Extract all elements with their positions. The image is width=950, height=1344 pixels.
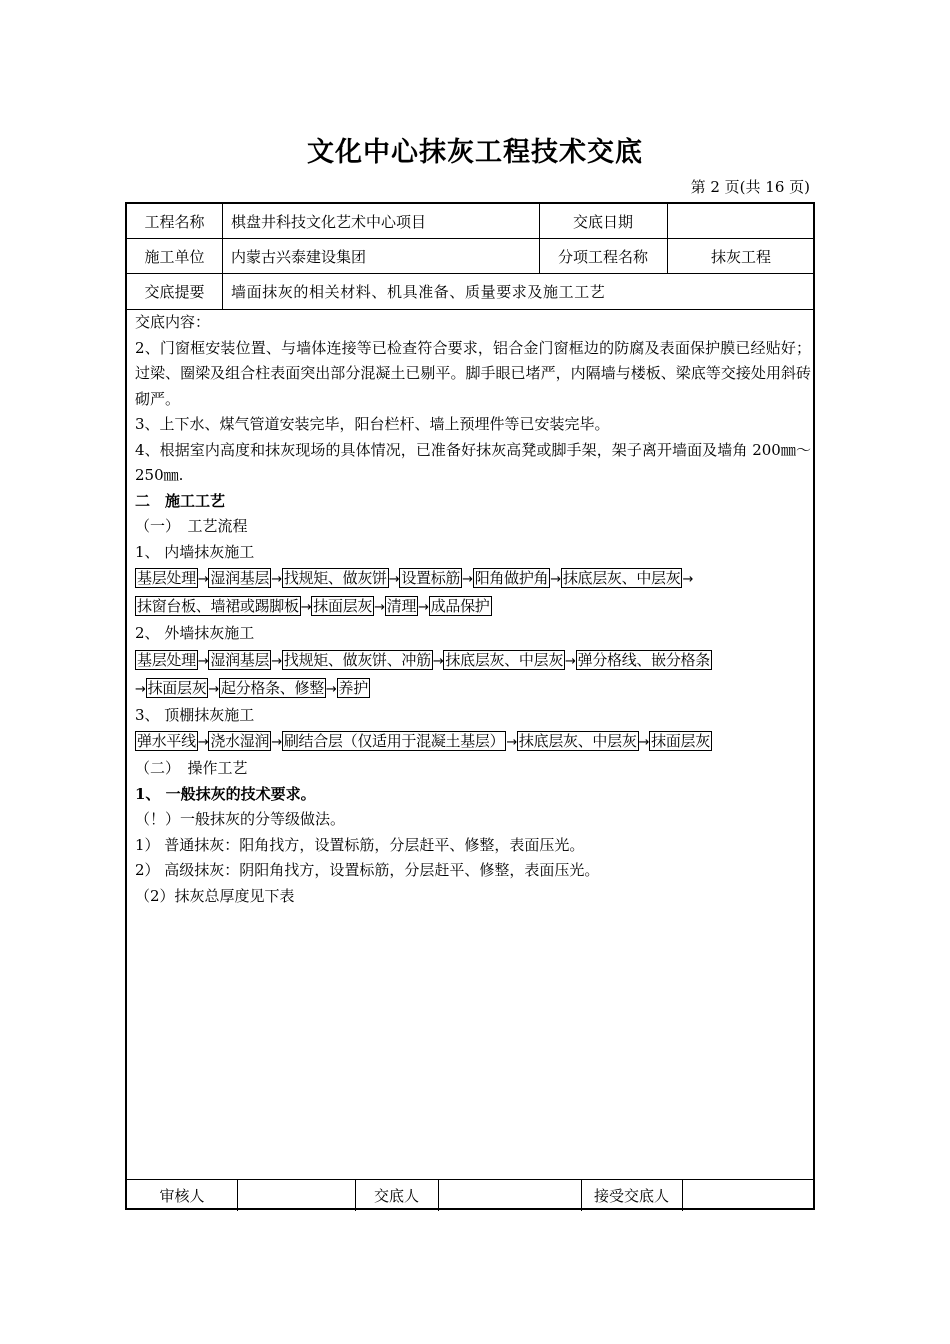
flow-step: 基层处理 bbox=[137, 569, 196, 587]
row-project bbox=[127, 204, 813, 239]
flow-step: 抹面层灰 bbox=[313, 597, 373, 615]
flow2-title: 2、 外墙抹灰施工 bbox=[135, 624, 255, 642]
flow-arrow-icon: → bbox=[208, 681, 219, 697]
project-value: 棋盘井科技文化艺术中心项目 bbox=[231, 212, 427, 231]
flow-step: 找规矩、做灰饼、冲筋 bbox=[283, 650, 431, 669]
requirement-1-1: 1） 普通抹灰：阳角找方，设置标筋，分层赶平、修整，表面压光。 bbox=[135, 835, 585, 854]
flow-step: 成品保护 bbox=[430, 597, 490, 615]
document-title: 文化中心抹灰工程技术交底 bbox=[307, 137, 643, 168]
page-number: 第 2 页(共 16 页) bbox=[690, 178, 810, 196]
flow-arrow-icon: → bbox=[197, 653, 209, 669]
flow2-line2 bbox=[135, 675, 811, 703]
flow-step: 阳角做护角 bbox=[474, 569, 549, 587]
project-label: 工程名称 bbox=[144, 212, 205, 231]
section-heading: 二 施工工艺 bbox=[135, 491, 226, 510]
flow-step: 抹面层灰 bbox=[147, 678, 207, 697]
flow-step: 刷结合层（仅适用于混凝土基层） bbox=[283, 732, 505, 750]
content-item-4: 4、根据室内高度和抹灰现场的具体情况，已准备好抹灰高凳或脚手架，架子离开墙面及墙角 200㎜～250㎜. bbox=[135, 440, 811, 484]
flow-step: 抹底层灰、中层灰 bbox=[562, 569, 681, 587]
flow3-title: 3、 顶棚抹灰施工 bbox=[135, 705, 255, 724]
flow-arrow-icon: → bbox=[565, 653, 576, 669]
flow1-title: 1、 内墙抹灰施工 bbox=[135, 542, 255, 561]
flow-step: 起分格条、修整 bbox=[221, 678, 324, 697]
flow-arrow-icon: → bbox=[271, 735, 282, 750]
flow-step: 弹分格线、嵌分格条 bbox=[577, 650, 710, 669]
flow2-line1 bbox=[135, 647, 811, 675]
flow-arrow-icon: → bbox=[418, 600, 429, 615]
requirement-title: 1、 一般抹灰的技术要求。 bbox=[135, 784, 316, 803]
requirement-1: （！）一般抹灰的分等级做法。 bbox=[135, 810, 346, 828]
row-unit bbox=[127, 239, 813, 274]
flow-step: 湿润基层 bbox=[210, 650, 270, 669]
discloser-value bbox=[438, 1180, 581, 1211]
flow-step: 养护 bbox=[338, 678, 368, 697]
disclosure-content bbox=[135, 310, 811, 909]
receiver-value bbox=[682, 1180, 815, 1211]
requirement-2: （2）抹灰总厚度见下表 bbox=[135, 886, 295, 905]
requirement-1-2: 2） 高级抹灰：阴阳角找方，设置标筋，分层赶平、修整，表面压光。 bbox=[135, 861, 600, 879]
flow-arrow-icon: → bbox=[432, 653, 444, 669]
flow-step: 抹窗台板、墙裙或踢脚板 bbox=[137, 597, 299, 615]
flow-arrow-icon: → bbox=[638, 735, 650, 750]
flow-arrow-icon: → bbox=[682, 572, 694, 587]
flow-arrow-icon: → bbox=[388, 572, 400, 587]
signature-row bbox=[127, 1179, 813, 1211]
date-label: 交底日期 bbox=[572, 212, 633, 231]
summary-label: 交底提要 bbox=[144, 283, 205, 301]
content-item-2: 2、门窗框安装位置、与墙体连接等已检查符合要求，铝合金门窗框边的防腐及表面保护膜已经贴好；过梁、圈梁及组合柱表面突出部分混凝土已剔平。脚手眼已堵严，内隔墙与楼板、梁底等交接处用斜砖砌严。 bbox=[135, 338, 811, 408]
flow-step: 抹底层灰、中层灰 bbox=[445, 650, 564, 669]
flow-step: 清理 bbox=[386, 597, 417, 615]
flow-step: 弹水平线 bbox=[137, 732, 196, 750]
subsection-operation: （二） 操作工艺 bbox=[135, 759, 248, 777]
flow1-line2 bbox=[135, 593, 811, 621]
unit-value: 内蒙古兴泰建设集团 bbox=[231, 247, 367, 266]
flow-step: 设置标筋 bbox=[401, 569, 461, 587]
flow-arrow-icon: → bbox=[374, 600, 385, 615]
flow-step: 基层处理 bbox=[137, 650, 196, 669]
flow-arrow-icon: → bbox=[300, 600, 312, 615]
flow1-line1 bbox=[135, 565, 811, 593]
discloser-label: 交底人 bbox=[373, 1187, 419, 1205]
subitem-value: 抹灰工程 bbox=[710, 247, 771, 266]
flow-arrow-icon: → bbox=[462, 572, 473, 587]
flow-arrow-icon: → bbox=[506, 735, 517, 750]
disclosure-sheet bbox=[125, 202, 815, 1210]
summary-value: 墙面抹灰的相关材料、机具准备、质量要求及施工工艺 bbox=[231, 283, 606, 301]
flow-arrow-icon: → bbox=[271, 653, 282, 669]
flow-step: 湿润基层 bbox=[210, 569, 270, 587]
flow-step: 抹底层灰、中层灰 bbox=[518, 732, 637, 750]
content-item-3: 3、上下水、煤气管道安装完毕，阳台栏杆、墙上预埋件等已安装完毕。 bbox=[135, 415, 610, 433]
flow-step: 浇水湿润 bbox=[210, 732, 270, 750]
flow-step: 抹面层灰 bbox=[651, 732, 710, 750]
date-value bbox=[667, 204, 815, 238]
reviewer-value bbox=[237, 1180, 355, 1211]
reviewer-label: 审核人 bbox=[159, 1187, 205, 1205]
flow-step: 找规矩、做灰饼 bbox=[283, 569, 387, 587]
flow3-line1 bbox=[135, 728, 811, 756]
content-intro: 交底内容： bbox=[135, 313, 211, 331]
flow-arrow-icon: → bbox=[325, 681, 337, 697]
row-summary bbox=[127, 274, 813, 310]
receiver-label: 接受交底人 bbox=[593, 1187, 669, 1205]
subsection-flow: （一） 工艺流程 bbox=[135, 517, 248, 535]
unit-label: 施工单位 bbox=[144, 247, 205, 266]
flow-arrow-icon: → bbox=[271, 572, 282, 587]
flow-arrow-icon: → bbox=[197, 735, 209, 750]
subitem-label: 分项工程名称 bbox=[557, 247, 648, 266]
flow-arrow-icon: → bbox=[135, 681, 146, 697]
flow-arrow-icon: → bbox=[197, 572, 209, 587]
flow-arrow-icon: → bbox=[550, 572, 561, 587]
